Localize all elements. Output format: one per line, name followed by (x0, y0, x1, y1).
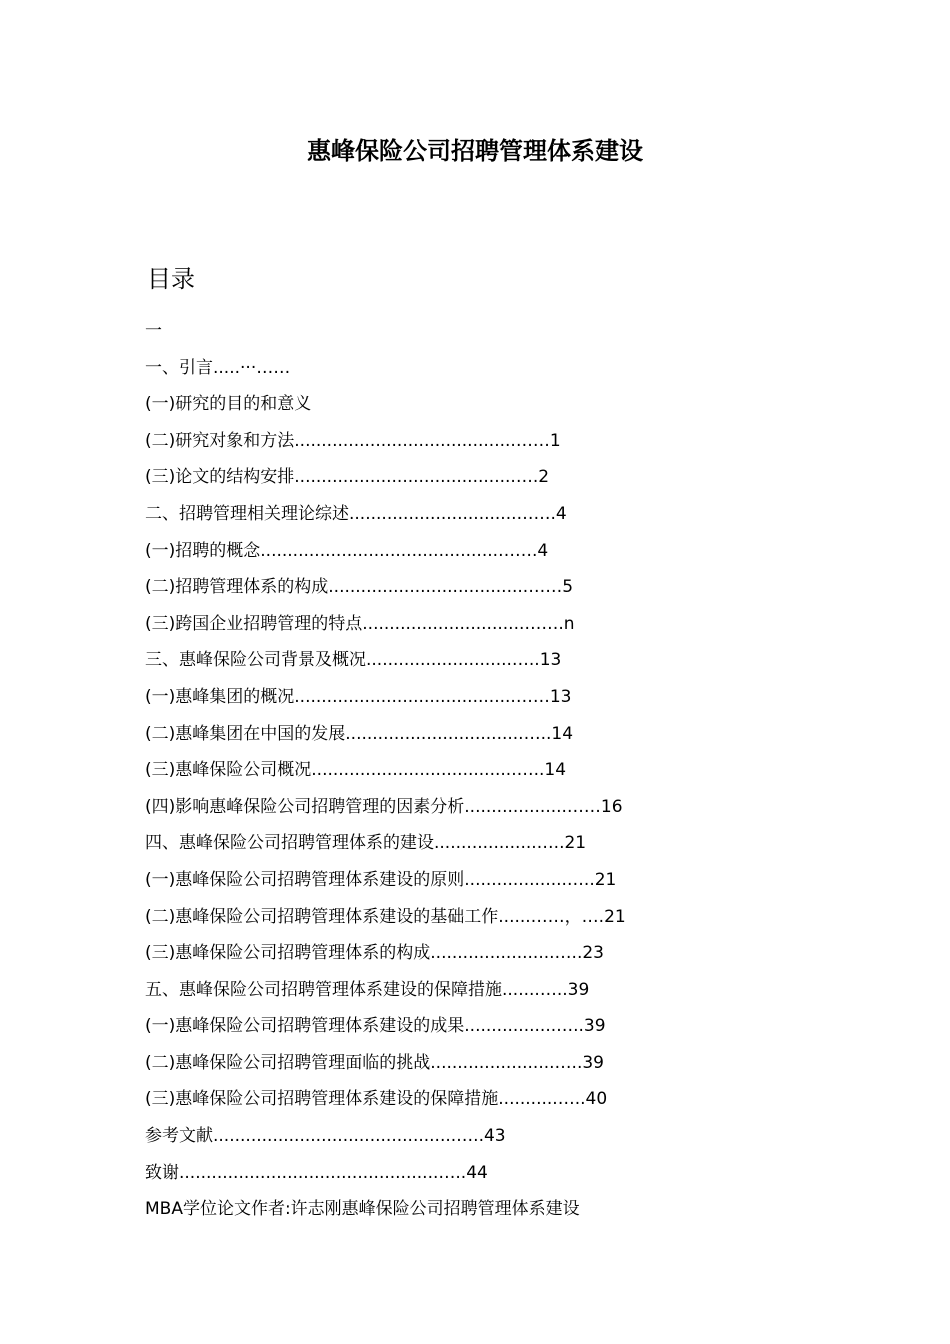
toc-list (145, 313, 626, 1228)
toc-entry: (二)研究对象和方法.........................................……1 (145, 430, 561, 451)
toc-entry: 二、招聘管理相关理论综述...............................…….4 (145, 503, 567, 524)
toc-entry: (二)惠峰集团在中国的发展.................................…..14 (145, 723, 574, 744)
toc-entry: (三)惠峰保险公司招聘管理体系建设的保障措施...........…..40 (145, 1089, 608, 1110)
toc-entry: (一)研究的目的和意义 (145, 394, 312, 415)
toc-heading: 目录 (147, 265, 195, 293)
toc-entry: 五、惠峰保险公司招聘管理体系建设的保障措施.......…..39 (145, 979, 590, 1000)
toc-entry: (二)招聘管理体系的构成.....................................……5 (145, 577, 574, 598)
toc-entry: 三、惠峰保险公司背景及概况...........................…..13 (145, 650, 562, 671)
toc-entry: 四、惠峰保险公司招聘管理体系的建设...................…..21 (145, 833, 587, 854)
toc-entry: (一)招聘的概念............................................…….4 (145, 540, 549, 561)
toc-entry: (一)惠峰保险公司招聘管理体系建设的原则...................…..21 (145, 869, 617, 890)
toc-entry: 一、引言.....···…… (145, 357, 291, 378)
toc-entry: 一 (145, 321, 162, 341)
toc-entry: (三)惠峰保险公司招聘管理体系的构成.......................…..23 (145, 943, 604, 964)
toc-entry: 参考文献.............................................…..43 (145, 1126, 506, 1147)
toc-entry: (三)惠峰保险公司概况......................................…..14 (145, 760, 567, 781)
toc-entry: (三)跨国企业招聘管理的特点..............................…….n (145, 613, 575, 634)
toc-entry: (二)惠峰保险公司招聘管理面临的挑战.......................…..39 (145, 1052, 604, 1073)
toc-entry: (一)惠峰保险公司招聘管理体系建设的成果.................…..39 (145, 1016, 606, 1037)
toc-footer-line: MBA学位论文作者:许志刚惠峰保险公司招聘管理体系建设 (145, 1199, 580, 1220)
toc-entry: (一)惠峰集团的概况.........................................……13 (145, 686, 572, 707)
toc-entry: (四)影响惠峰保险公司招聘管理的因素分析...................……16 (145, 796, 623, 817)
toc-entry: (三)论文的结构安排.........................................….2 (145, 467, 550, 488)
toc-entry: 致谢................................................…..44 (145, 1162, 488, 1183)
toc-entry: (二)惠峰保险公司招聘管理体系建设的基础工作......……，….21 (145, 906, 626, 927)
document-title: 惠峰保险公司招聘管理体系建设 (307, 136, 643, 165)
